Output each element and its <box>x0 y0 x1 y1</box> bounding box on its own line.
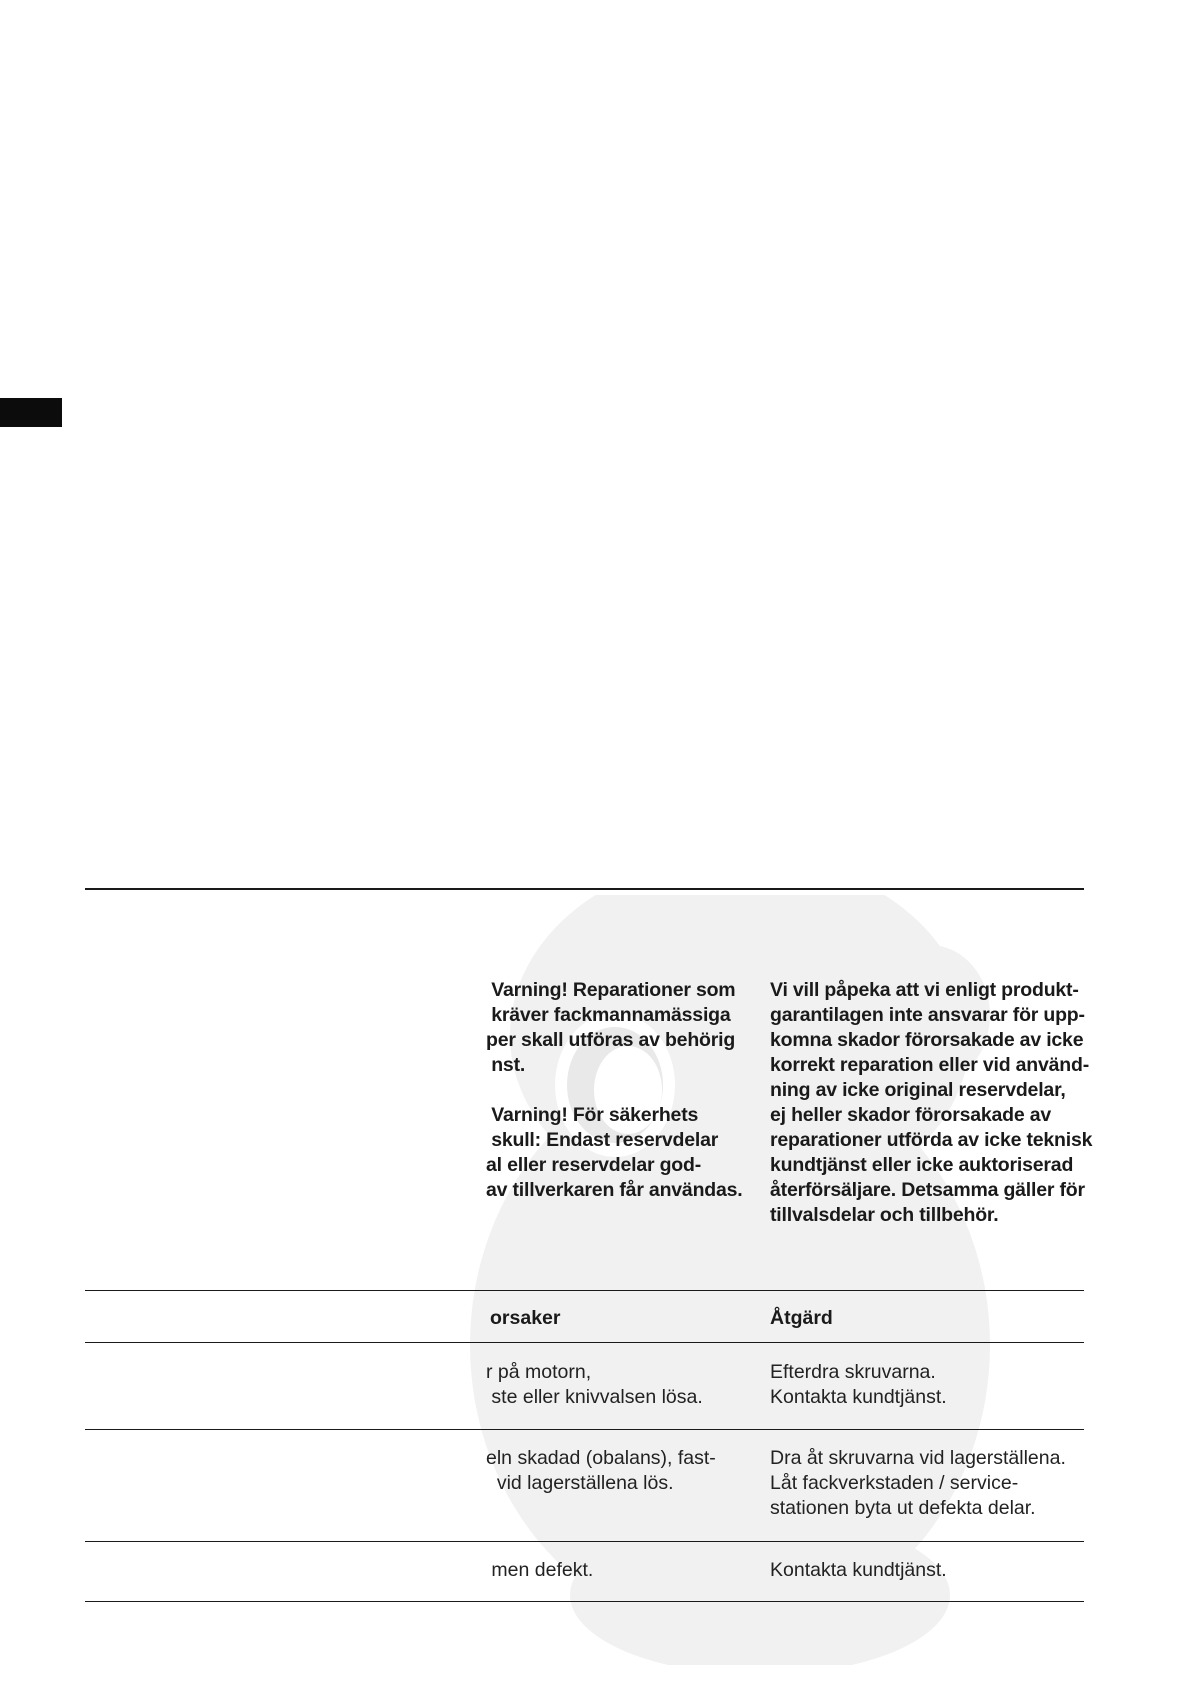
warning-line: Varning! För säkerhets <box>486 1104 699 1126</box>
warranty-notice-column <box>770 978 1092 1228</box>
header-rule <box>85 1342 1084 1343</box>
notice-line: Vi vill påpeka att vi enligt produkt- <box>770 979 1079 1001</box>
top-rule <box>85 888 1084 890</box>
notice-line: komna skador förorsakade av icke <box>770 1029 1084 1051</box>
notice-line: ning av icke original reservdelar, <box>770 1079 1066 1101</box>
notice-line: ej heller skador förorsakade av <box>770 1104 1052 1126</box>
table-bottom-rule <box>85 1601 1084 1602</box>
warning-column-left <box>486 978 743 1203</box>
notice-line: återförsäljare. Detsamma gäller för <box>770 1179 1085 1201</box>
warning-line: av tillverkaren får användas. <box>486 1179 743 1201</box>
notice-line: reparationer utförda av icke teknisk <box>770 1129 1093 1151</box>
warning-line: Varning! Reparationer som <box>486 979 736 1001</box>
column-header-action: Åtgärd <box>770 1307 833 1329</box>
notice-line: kundtjänst eller icke auktoriserad <box>770 1154 1074 1176</box>
action-cell: Dra åt skruvarna vid lagerställena. Låt fackverkstaden / service- stationen byta ut defekta delar. <box>770 1447 1066 1519</box>
warning-line: per skall utföras av behörig <box>486 1029 736 1051</box>
warning-line: nst. <box>486 1054 526 1076</box>
row-rule <box>85 1541 1084 1542</box>
warning-line: kräver fackmannamässiga <box>486 1004 731 1026</box>
column-header-cause: orsaker <box>490 1307 561 1329</box>
cause-cell: r på motorn, ste eller knivvalsen lösa. <box>486 1361 703 1408</box>
action-cell: Kontakta kundtjänst. <box>770 1559 947 1581</box>
notice-line: tillvalsdelar och tillbehör. <box>770 1204 999 1226</box>
warning-line: skull: Endast reservdelar <box>486 1129 719 1151</box>
row-rule <box>85 1429 1084 1430</box>
table-top-rule <box>85 1290 1084 1291</box>
warning-line: al eller reservdelar god- <box>486 1154 702 1176</box>
notice-line: korrekt reparation eller vid använd- <box>770 1054 1089 1076</box>
cause-cell: men defekt. <box>486 1559 594 1581</box>
side-tab-marker <box>0 398 62 427</box>
action-cell: Efterdra skruvarna. Kontakta kundtjänst. <box>770 1361 947 1408</box>
cause-cell: eln skadad (obalans), fast- vid lagerställena lös. <box>486 1447 716 1494</box>
notice-line: garantilagen inte ansvarar för upp- <box>770 1004 1085 1026</box>
